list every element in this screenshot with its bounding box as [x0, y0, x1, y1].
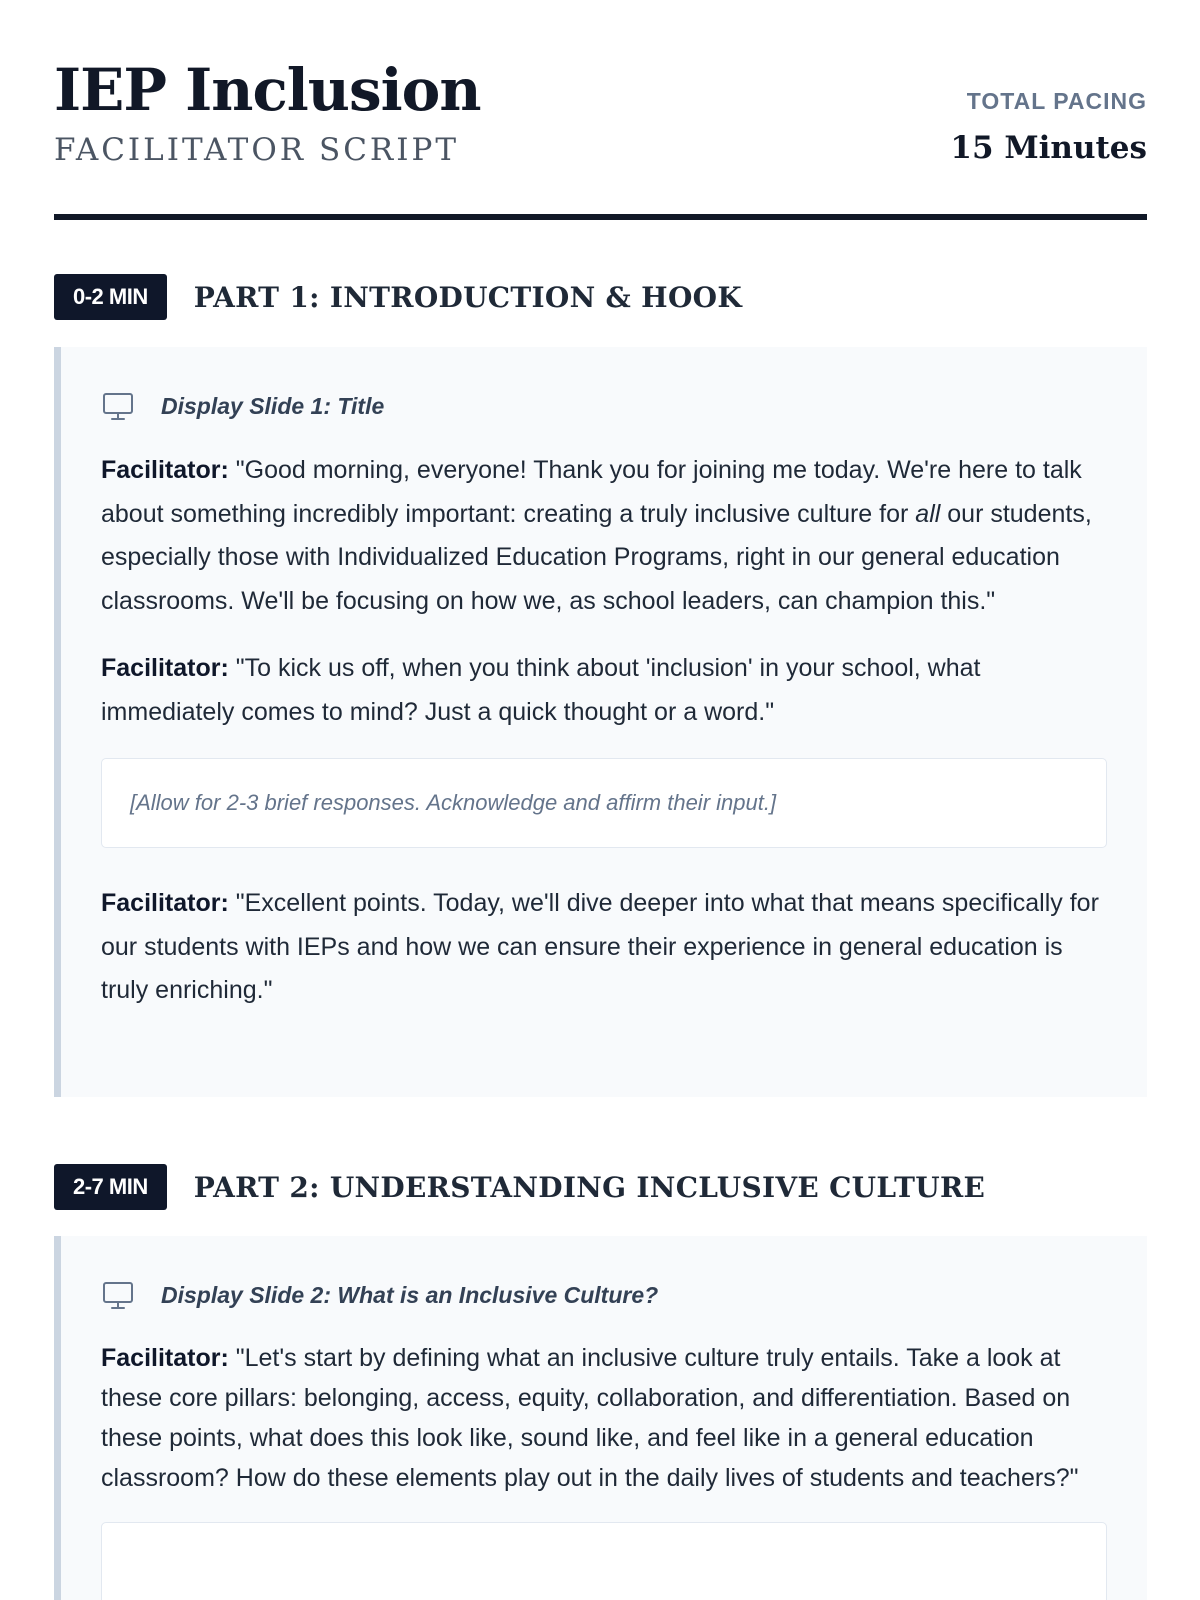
document-subtitle: FACILITATOR SCRIPT [54, 132, 460, 168]
total-pacing-value: 15 Minutes [950, 130, 1147, 166]
monitor-icon [101, 1278, 135, 1312]
time-badge: 2-7 MIN [54, 1164, 167, 1210]
script-card-part-2 [54, 1236, 1147, 1600]
time-badge: 0-2 MIN [54, 274, 167, 320]
section-heading-part-1 [54, 274, 742, 320]
section-heading-part-2 [54, 1164, 985, 1210]
slide-cue-text: Display Slide 1: Title [161, 392, 385, 419]
slide-cue [101, 1280, 1107, 1310]
slide-cue [101, 391, 1107, 421]
section-title: PART 2: UNDERSTANDING INCLUSIVE CULTURE [193, 1170, 986, 1204]
facilitator-line [101, 882, 1107, 1013]
stage-direction-note: [Allow for 2-3 brief responses. Acknowledge and affirm their input.] [101, 758, 1107, 848]
document-header [54, 54, 1147, 220]
line-text: "Good morning, everyone! Thank you for joining me today. We're here to talk about something incredibly important: creating a truly inclusive culture for [101, 456, 1082, 528]
facilitator-line [101, 647, 1107, 734]
speaker-label: Facilitator: [101, 1344, 229, 1372]
slide-cue-text: Display Slide 2: What is an Inclusive Culture? [161, 1281, 659, 1308]
document-title: IEP Inclusion [54, 56, 481, 124]
section-title: PART 1: INTRODUCTION & HOOK [193, 280, 742, 314]
monitor-icon [101, 389, 135, 423]
total-pacing-label: TOTAL PACING [966, 88, 1147, 114]
speaker-label: Facilitator: [101, 654, 229, 682]
line-text: "Excellent points. Today, we'll dive deeper into what that means specifically for our students with IEPs and how we can ensure their experience in general education is truly enriching." [101, 889, 1099, 1004]
line-text: our students, especially those with Individualized Education Programs, right in our general education classrooms. We'll be focusing on how we, as school leaders, can champion this." [101, 499, 1092, 615]
header-divider [54, 214, 1147, 220]
stage-direction-note [101, 1522, 1107, 1600]
total-pacing [950, 86, 1147, 168]
script-card-part-1 [54, 347, 1147, 1097]
speaker-label: Facilitator: [101, 456, 229, 484]
speaker-label: Facilitator: [101, 889, 229, 917]
line-text: "Let's start by defining what an inclusive culture truly entails. Take a look at these core pillars: belonging, access, equity, collaboration, and differentiation. Based on these points, what does this look like, sound like, and feel like in a general education classroom? How do these elements play out in the daily lives of students and teachers?" [101, 1344, 1079, 1492]
emphasis-text: all [915, 499, 941, 528]
facilitator-line [101, 1338, 1107, 1498]
facilitator-line [101, 449, 1107, 623]
line-text: "To kick us off, when you think about 'inclusion' in your school, what immediately comes to mind? Just a quick thought or a word." [101, 654, 981, 726]
